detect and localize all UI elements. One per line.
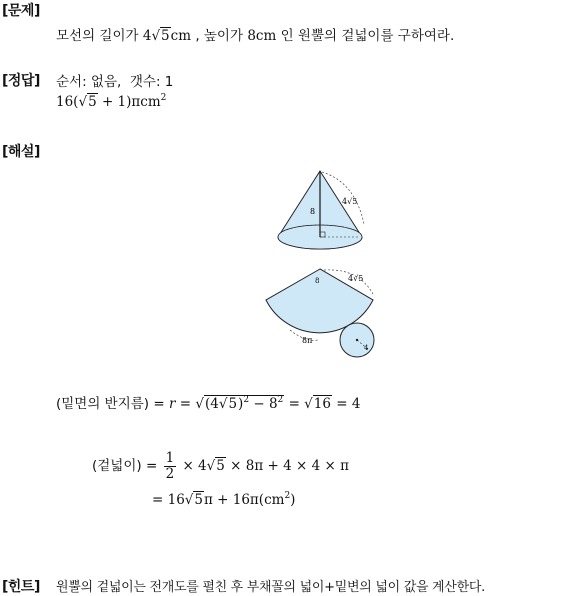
answer-meta: 순서: 없음, 갯수: 1	[56, 74, 174, 90]
net-radius-label: 4√5	[348, 274, 364, 283]
area-equation-line1: (겉넓이) = $\frac{1}{2}$ × 4√5 × 8π + 4 × 4 × π	[92, 450, 349, 482]
net-vertex-label: 8	[315, 277, 320, 285]
answer-expression: 16(√5 + 1)πcm$^2$	[56, 93, 167, 110]
hint-label: [힌트]	[2, 579, 40, 595]
net-base-circle	[340, 323, 374, 357]
radius-equation: (밑면의 반지름) = $r = √(4√5)^2 - 8^2 = √16 = 4$	[56, 395, 361, 412]
arc-label: 8π	[302, 336, 313, 345]
cone-shape	[278, 171, 364, 249]
problem-label: [문제]	[2, 3, 40, 19]
cone-height-label: 8	[310, 207, 316, 216]
half-fraction: $\frac{1}{2}$	[165, 450, 175, 482]
small-radius-label: 4	[364, 344, 369, 352]
hint-text: 원뿔의 겉넓이는 전개도를 펼친 후 부채꼴의 넓이+밑변의 넓이 값을 계산한다.	[56, 580, 485, 595]
area-equation-line2: = $16√5\pi + 16\pi(cm^2)$	[152, 491, 296, 508]
cone-net-figure	[260, 164, 390, 364]
answer-label: [정답]	[2, 73, 40, 89]
solution-label: [해설]	[2, 144, 40, 160]
cone-slant-label: 4√5	[342, 197, 358, 206]
problem-text: 모선의 길이가 4√5cm , 높이가 8cm 인 원뿔의 겉넓이를 구하여라.	[56, 28, 455, 44]
